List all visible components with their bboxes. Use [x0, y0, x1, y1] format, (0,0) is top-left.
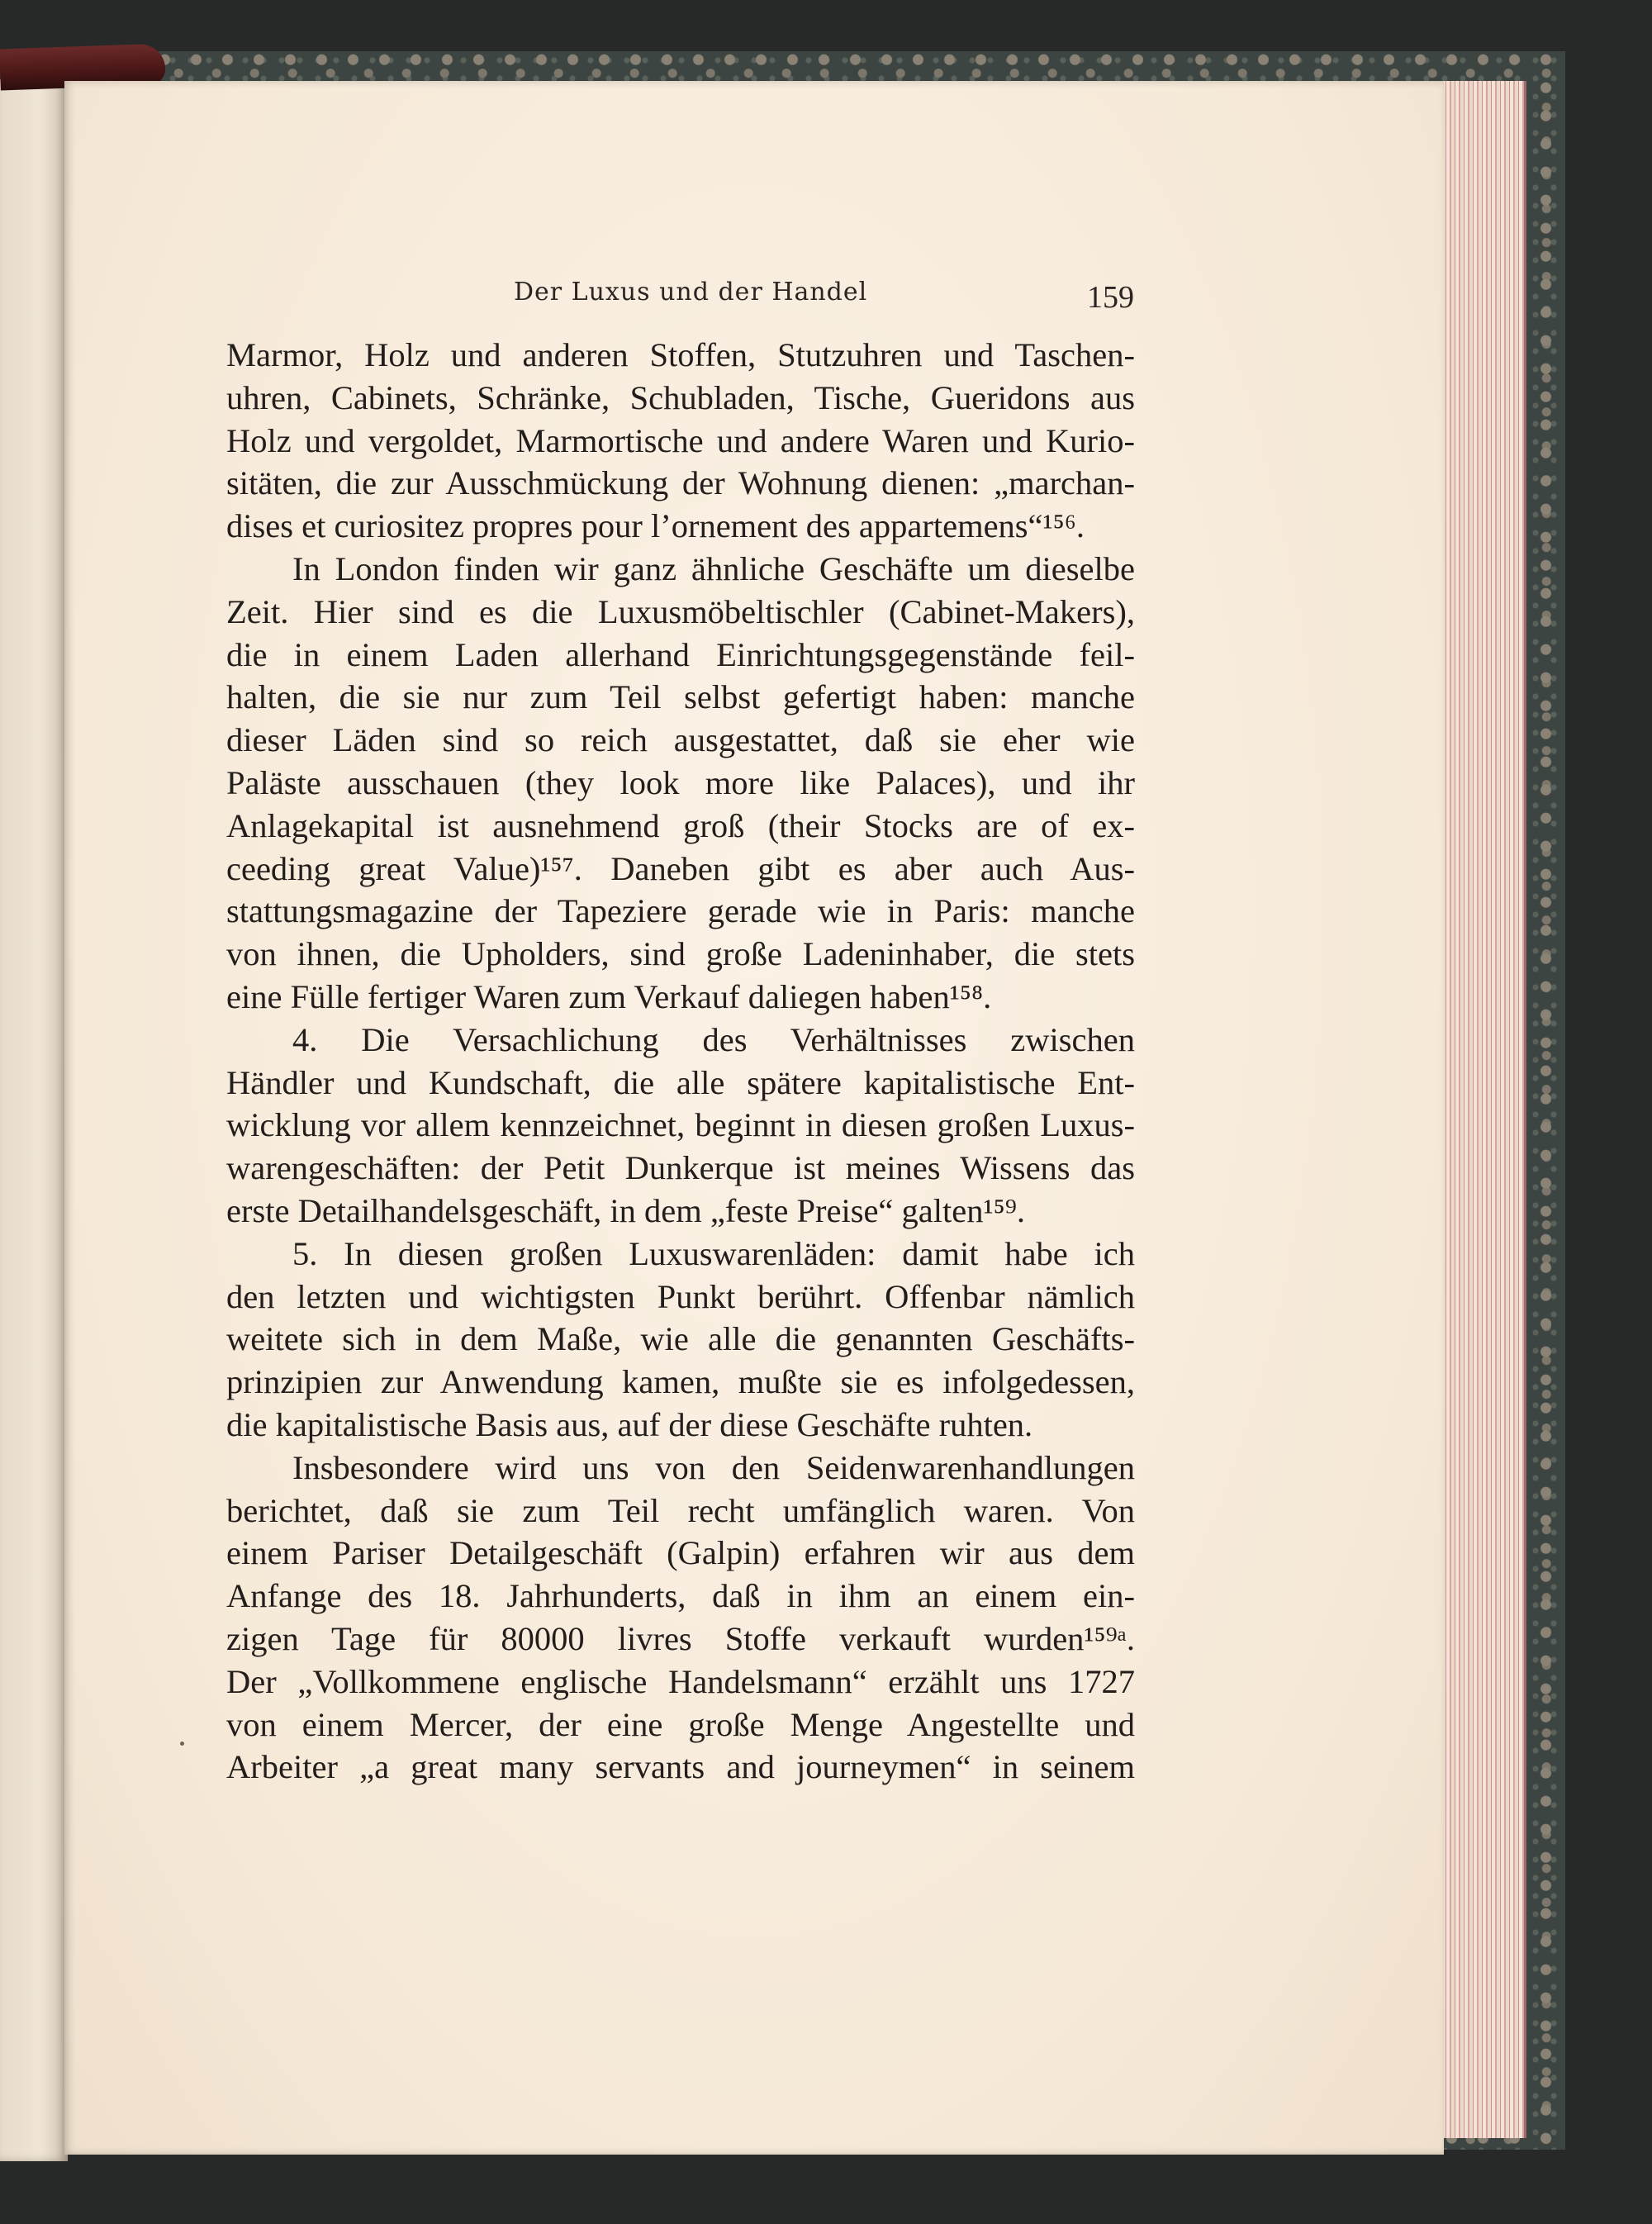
text-line: Anlagekapital ist ausnehmend groß (their Stocks are of ex- [226, 806, 1135, 844]
text-line: Händler und Kundschaft, die alle spätere kapitalistische Ent- [226, 1063, 1135, 1101]
text-line: stattungsmagazine der Tapeziere gerade wie in Paris: manche [226, 892, 1135, 930]
text-line: von einem Mercer, der eine große Menge Angestellte und [226, 1705, 1135, 1743]
text-line: von ihnen, die Upholders, sind große Ladeninhaber, die stets [226, 935, 1135, 973]
text-line: Marmor, Holz und anderen Stoffen, Stutzuhren und Taschen- [226, 336, 1135, 373]
text-line: halten, die sie nur zum Teil selbst gefertigt haben: manche [226, 678, 1135, 716]
previous-page-edge [0, 79, 68, 2161]
text-line: uhren, Cabinets, Schränke, Schubladen, Tische, Gueridons aus [226, 378, 1135, 416]
text-line: prinzipien zur Anwendung kamen, mußte sie es infolgedessen, [226, 1363, 1135, 1401]
text-line: den letzten und wichtigsten Punkt berührt. Offenbar nämlich [226, 1277, 1135, 1315]
text-line: berichtet, daß sie zum Teil recht umfänglich waren. Von [226, 1491, 1135, 1529]
text-line: Paläste ausschauen (they look more like Palaces), und ihr [226, 763, 1135, 801]
text-line: Insbesondere wird uns von den Seidenwarenhandlungen [292, 1448, 1135, 1486]
paper-speck [180, 1742, 184, 1746]
text-line: ceeding great Value)¹⁵⁷. Daneben gibt es aber auch Aus- [226, 849, 1135, 887]
page-block-edges [1437, 81, 1526, 2138]
text-line: Der „Vollkommene englische Handelsmann“ erzählt uns 1727 [226, 1662, 1135, 1700]
running-head: Der Luxus und der Handel [514, 278, 868, 307]
text-line: Zeit. Hier sind es die Luxusmöbeltischler (Cabinet-Makers), [226, 592, 1135, 630]
text-line: warengeschäften: der Petit Dunkerque ist meines Wissens das [226, 1149, 1135, 1187]
body-text [226, 334, 1135, 1789]
text-line: wicklung vor allem kennzeichnet, beginnt in diesen großen Luxus- [226, 1106, 1135, 1144]
text-line: eine Fülle fertiger Waren zum Verkauf daliegen haben¹⁵⁸. [226, 977, 992, 1015]
text-line: Arbeiter „a great many servants and journeymen“ in seinem [226, 1748, 1135, 1786]
text-line: dieser Läden sind so reich ausgestattet, daß sie eher wie [226, 721, 1135, 759]
text-line: die in einem Laden allerhand Einrichtungsgegenstände feil- [226, 635, 1135, 673]
text-line: 4. Die Versachlichung des Verhältnisses zwischen [292, 1020, 1135, 1058]
page-number: 159 [1087, 280, 1134, 315]
text-line: weitete sich in dem Maße, wie alle die genannten Geschäfts- [226, 1320, 1135, 1358]
text-line: einem Pariser Detailgeschäft (Galpin) erfahren wir aus dem [226, 1534, 1135, 1572]
text-line: die kapitalistische Basis aus, auf der diese Geschäfte ruhten. [226, 1405, 1033, 1443]
text-line: zigen Tage für 80000 livres Stoffe verkauft wurden¹⁵⁹ᵃ. [226, 1619, 1135, 1657]
text-line: dises et curiositez propres pour l’ornement des appartemens“¹⁵⁶. [226, 507, 1085, 545]
text-line: Anfange des 18. Jahrhunderts, daß in ihm an einem ein- [226, 1577, 1135, 1615]
text-line: In London finden wir ganz ähnliche Geschäfte um dieselbe [292, 549, 1135, 587]
text-line: sitäten, die zur Ausschmückung der Wohnung dienen: „marchan- [226, 464, 1135, 502]
text-line: Holz und vergoldet, Marmortische und andere Waren und Kurio- [226, 421, 1135, 459]
text-line: erste Detailhandelsgeschäft, in dem „feste Preise“ galten¹⁵⁹. [226, 1191, 1025, 1229]
text-line: 5. In diesen großen Luxuswarenläden: damit habe ich [292, 1234, 1135, 1272]
